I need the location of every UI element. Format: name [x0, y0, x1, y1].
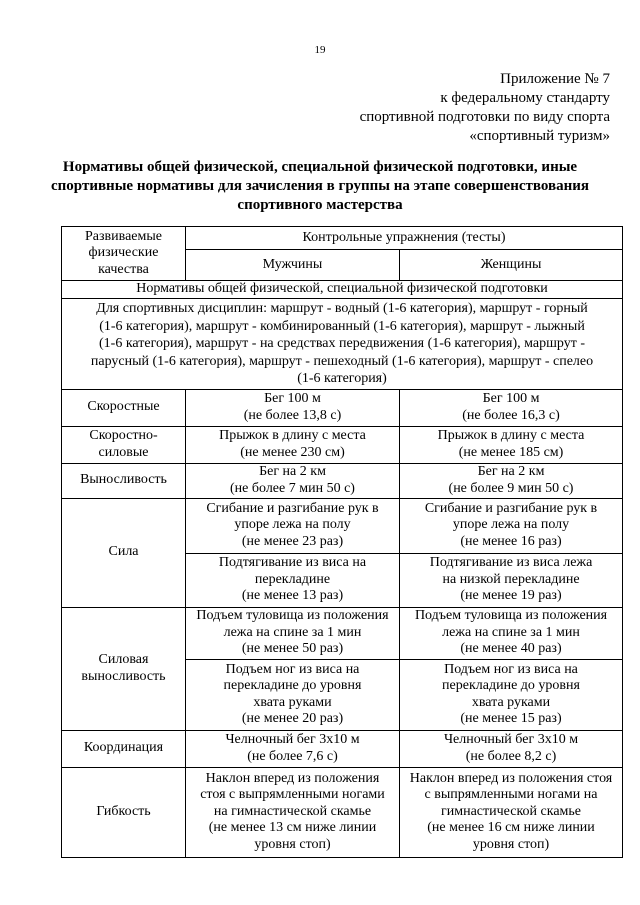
quality-line: силовые [98, 444, 149, 460]
men-norm-cell [186, 498, 400, 553]
men-norm-line: (не более 7,6 с) [247, 748, 338, 764]
quality-cell [62, 426, 186, 463]
quality-line: Силовая [98, 652, 149, 667]
women-norm-line: (не более 9 мин 50 с) [448, 480, 574, 496]
men-norm-cell [186, 659, 400, 730]
section-title-cell: Нормативы общей физической, специальной физической подготовки [62, 281, 623, 299]
header-quality-line: физические [88, 245, 159, 261]
page-number: 19 [314, 44, 326, 56]
document-title [40, 158, 600, 215]
disciplines-line: Для спортивных дисциплин: маршрут - водный (1-6 категория), маршрут - горный [96, 301, 588, 316]
disciplines-line: (1-6 категория), маршрут - комбинированный (1-6 категория), маршрут - лыжный [99, 318, 585, 334]
women-norm-line: (не более 16,3 с) [462, 407, 560, 423]
header-quality-line: качества [98, 261, 149, 277]
women-norm-line: Сгибание и разгибание рук в [424, 500, 598, 516]
women-norm-line: Наклон вперед из положения стоя [409, 770, 613, 786]
women-norm-line: упоре лежа на полу [452, 517, 570, 533]
men-norm-line: Подъем ног из виса на [225, 661, 360, 677]
men-norm-cell [186, 730, 400, 767]
table-row [62, 767, 623, 857]
quality-line: выносливость [81, 668, 166, 684]
women-norm-cell [400, 607, 623, 659]
section-title-row [62, 281, 623, 299]
men-norm-cell [186, 607, 400, 659]
norms-table [61, 226, 623, 858]
title-line: спортивные нормативы для зачисления в группы на этапе совершенствования [51, 178, 589, 194]
quality-line: Сила [108, 544, 139, 560]
women-norm-line: (не менее 40 раз) [460, 641, 562, 657]
men-norm-line: (не менее 23 раз) [241, 533, 344, 549]
women-norm-cell [400, 498, 623, 553]
women-norm-line: перекладине до уровня [442, 678, 580, 693]
table-row [62, 463, 623, 498]
women-norm-line: Бег на 2 км [477, 464, 545, 479]
women-norm-cell [400, 463, 623, 498]
disciplines-cell [62, 299, 623, 390]
women-norm-line: гимнастической скамье [441, 803, 581, 819]
header-quality-cell [62, 227, 186, 281]
appendix-line: «спортивный туризм» [469, 128, 610, 144]
table-row [62, 730, 623, 767]
women-norm-line: (не более 8,2 с) [465, 748, 557, 764]
quality-line: Скоростно- [89, 428, 158, 443]
header-men-cell: Мужчины [186, 250, 400, 281]
women-norm-line: (не менее 19 раз) [460, 588, 562, 604]
men-norm-line: (не менее 20 раз) [241, 711, 344, 726]
women-norm-line: на низкой перекладине [442, 571, 580, 587]
men-norm-line: (не более 13,8 с) [243, 407, 342, 423]
table-row [62, 498, 623, 553]
quality-cell [62, 389, 186, 426]
men-norm-cell [186, 463, 400, 498]
table-row [62, 607, 623, 659]
men-norm-line: Бег 100 м [264, 391, 321, 406]
men-norm-cell [186, 389, 400, 426]
men-norm-line: (не менее 13 раз) [241, 588, 344, 604]
quality-line: Выносливость [80, 472, 167, 488]
men-norm-line: (не менее 13 см ниже линии [208, 820, 377, 836]
men-norm-line: (не более 7 мин 50 с) [230, 480, 355, 496]
disciplines-line: (1-6 категория), маршрут - на средствах передвижения (1-6 категория), маршрут - [99, 336, 586, 351]
women-norm-line: лежа на спине за 1 мин [442, 624, 580, 640]
women-norm-line: уровня стоп) [472, 836, 550, 852]
quality-cell [62, 498, 186, 607]
men-norm-cell [186, 553, 400, 607]
men-norm-line: (не менее 50 раз) [241, 641, 344, 657]
women-norm-line: с выпрямленными ногами на [424, 787, 598, 803]
title-line: спортивного мастерства [237, 197, 403, 213]
men-norm-line: Сгибание и разгибание рук в [206, 500, 379, 516]
men-norm-line: Подтягивание из виса на [218, 555, 367, 571]
men-norm-line: стоя с выпрямленными ногами [200, 787, 385, 803]
women-norm-line: (не менее 16 см ниже линии [427, 820, 595, 836]
women-norm-line: Челночный бег 3х10 м [443, 732, 579, 747]
disciplines-line: парусный (1-6 категория), маршрут - пешеходный (1-6 категория), маршрут - спелео [90, 353, 594, 369]
men-norm-line: (не менее 230 см) [240, 444, 345, 460]
women-norm-cell [400, 389, 623, 426]
men-norm-line: уровня стоп) [254, 836, 331, 852]
women-norm-line: Прыжок в длину с места [437, 428, 585, 443]
women-norm-line: Подъем туловища из положения [414, 608, 608, 624]
men-norm-line: Наклон вперед из положения [205, 770, 380, 786]
disciplines-line: (1-6 категория) [297, 371, 387, 386]
men-norm-line: перекладине до уровня [223, 678, 362, 693]
table-row [62, 426, 623, 463]
disciplines-row [62, 299, 623, 390]
men-norm-line: на гимнастической скамье [213, 803, 372, 819]
women-norm-line: хвата руками [471, 694, 551, 710]
appendix-line: Приложение № 7 [500, 71, 610, 87]
men-norm-line: Прыжок в длину с места [219, 428, 366, 443]
men-norm-line: Челночный бег 3х10 м [225, 732, 360, 747]
women-norm-cell [400, 553, 623, 607]
women-norm-line: Подтягивание из виса лежа [429, 555, 593, 571]
quality-cell [62, 767, 186, 857]
appendix-line: к федеральному стандарту [440, 90, 610, 106]
quality-cell [62, 463, 186, 498]
header-row [62, 227, 623, 250]
women-norm-cell [400, 730, 623, 767]
quality-cell [62, 607, 186, 730]
appendix-line: спортивной подготовки по виду спорта [359, 109, 610, 125]
quality-cell [62, 730, 186, 767]
women-norm-line: Бег 100 м [482, 391, 540, 406]
header-quality-line: Развиваемые [85, 228, 162, 244]
women-norm-cell [400, 767, 623, 857]
men-norm-cell [186, 767, 400, 857]
men-norm-line: упоре лежа на полу [234, 517, 351, 533]
appendix-reference [360, 70, 610, 146]
women-norm-line: (не менее 185 см) [458, 444, 564, 460]
men-norm-cell [186, 426, 400, 463]
women-norm-line: (не менее 15 раз) [460, 711, 562, 726]
women-norm-line: Подъем ног из виса на [444, 661, 578, 677]
quality-line: Скоростные [87, 399, 160, 415]
men-norm-line: Подъем туловища из положения [196, 608, 389, 624]
header-tests-cell: Контрольные упражнения (тесты) [186, 227, 623, 250]
header-women-cell: Женщины [400, 250, 623, 281]
men-norm-line: Бег на 2 км [259, 464, 326, 479]
men-norm-line: перекладине [254, 571, 331, 587]
women-norm-cell [400, 426, 623, 463]
women-norm-cell [400, 659, 623, 730]
women-norm-line: (не менее 16 раз) [460, 533, 562, 549]
men-norm-line: лежа на спине за 1 мин [223, 624, 362, 640]
title-line: Нормативы общей физической, специальной физической подготовки, иные [62, 159, 578, 175]
quality-line: Гибкость [96, 803, 151, 819]
quality-line: Координация [83, 740, 164, 756]
table-row [62, 389, 623, 426]
men-norm-line: хвата руками [253, 694, 332, 710]
